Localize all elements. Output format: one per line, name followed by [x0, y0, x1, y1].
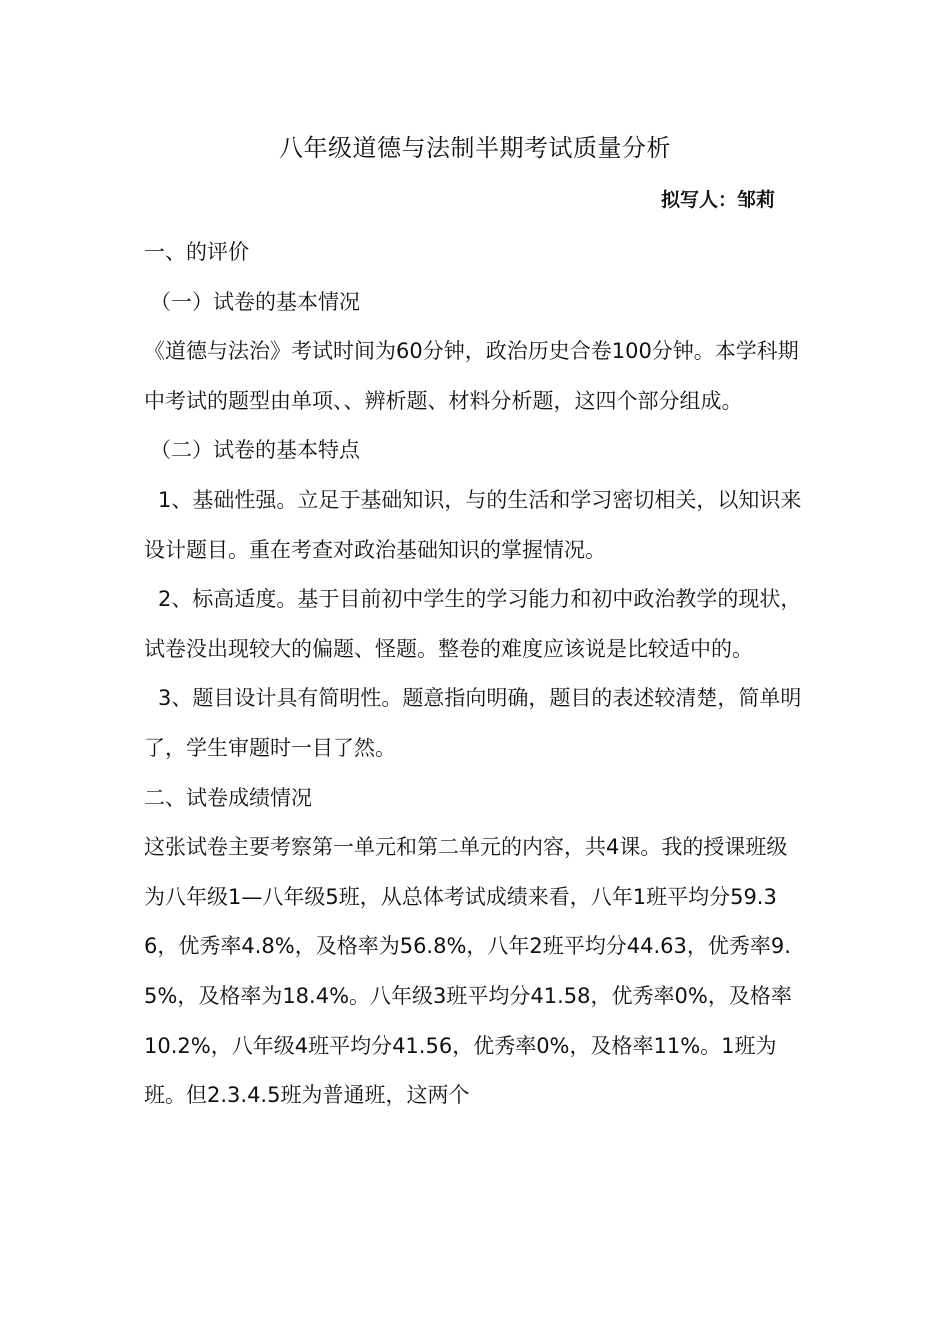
paragraph-score-details: 这张试卷主要考察第一单元和第二单元的内容，共4课。我的授课班级为八年级1—八年级5班，从总体考试成绩来看，八年1班平均分59.36，优秀率4.8%，及格率为56.8%，八年2班平均分44.63，优秀率9.5%，及格率为18.4%。八年级3班平均分41.58，优秀率0%，及格率10.2%，八年级4班平均分41.56，优秀率0%，及格率11%。1班为班。但2.3.4.5班为普通班，这两个 [144, 835, 792, 1108]
feature-item-1: 1、基础性强。立足于基础知识，与的生活和学习密切相关，以知识来设计题目。重在考查对政治基础知识的掌握情况。 [144, 487, 802, 562]
section-heading-evaluation: 一、的评价 [144, 240, 249, 264]
feature-item-3: 3、题目设计具有简明性。题意指向明确，题目的表述较清楚，简单明了，学生审题时一目了然。 [144, 686, 802, 760]
section-heading-scores: 二、试卷成绩情况 [144, 785, 312, 810]
subsection-heading-basic-info: （一）试卷的基本情况 [150, 289, 360, 314]
paragraph-exam-format: 《道德与法治》考试时间为60分钟，政治历史合卷100分钟。本学科期中考试的题型由单项、、辨析题、材料分析题，这四个部分组成。 [144, 339, 799, 413]
document-body [144, 228, 804, 1121]
document-author: 拟写人：邹莉 [660, 189, 775, 211]
subsection-heading-features: （二）试卷的基本特点 [150, 438, 360, 463]
document-title: 八年级道德与法制半期考试质量分析 [279, 134, 671, 162]
feature-item-2: 2、标高适度。基于目前初中学生的学习能力和初中政治教学的现状，试卷没出现较大的偏题、怪题。整卷的难度应该说是比较适中的。 [144, 587, 802, 661]
